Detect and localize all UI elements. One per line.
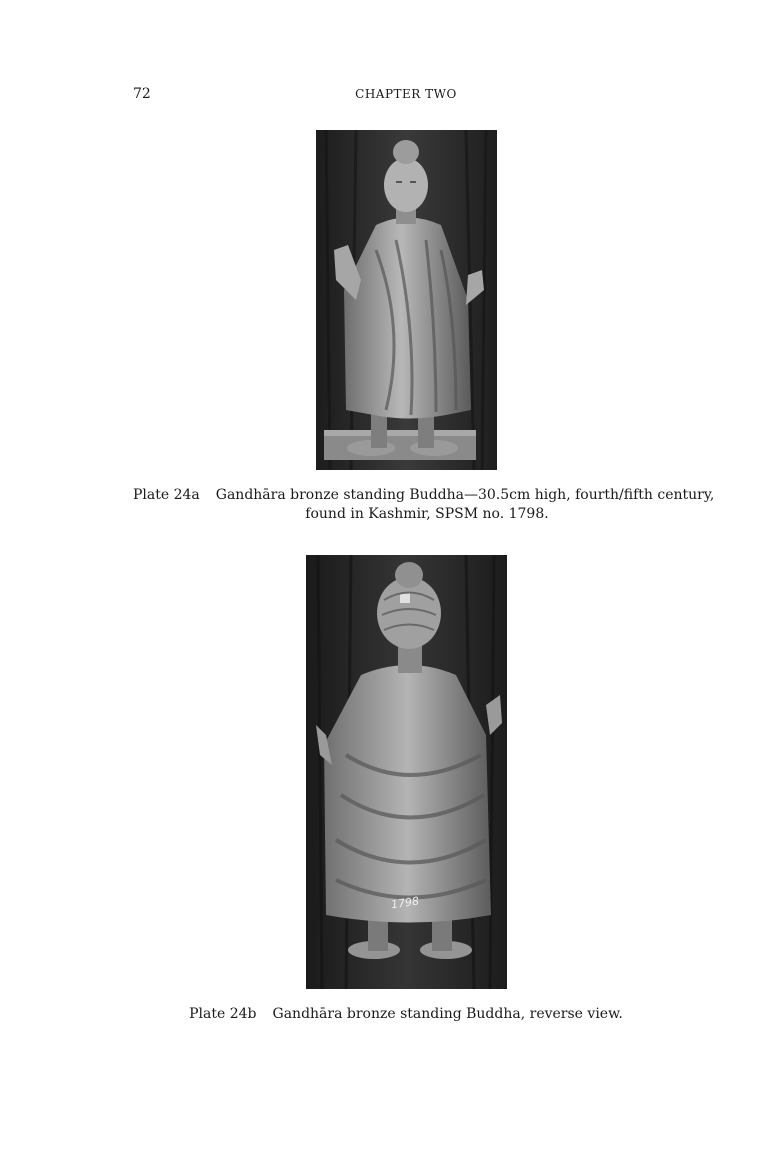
page-number: 72 xyxy=(133,86,151,102)
plate-24a-caption-line2: found in Kashmir, SPSM no. 1798. xyxy=(305,506,549,522)
plate-24b-inscription: 1798 xyxy=(390,894,420,912)
plate-24a-photo xyxy=(316,130,497,470)
plate-24b-caption-text: Gandhāra bronze standing Buddha, reverse view. xyxy=(272,1006,623,1022)
plate-24b-caption xyxy=(0,1005,769,1024)
plate-24a-caption xyxy=(133,486,715,524)
plate-24a-label: Plate 24a xyxy=(133,487,200,503)
plate-24b-label: Plate 24b xyxy=(189,1006,257,1022)
plate-24a-caption-line1: Gandhāra bronze standing Buddha—30.5cm high, fourth/fifth century, xyxy=(215,487,715,503)
plate-24b-photo xyxy=(306,555,507,989)
running-head: CHAPTER TWO xyxy=(355,87,457,101)
